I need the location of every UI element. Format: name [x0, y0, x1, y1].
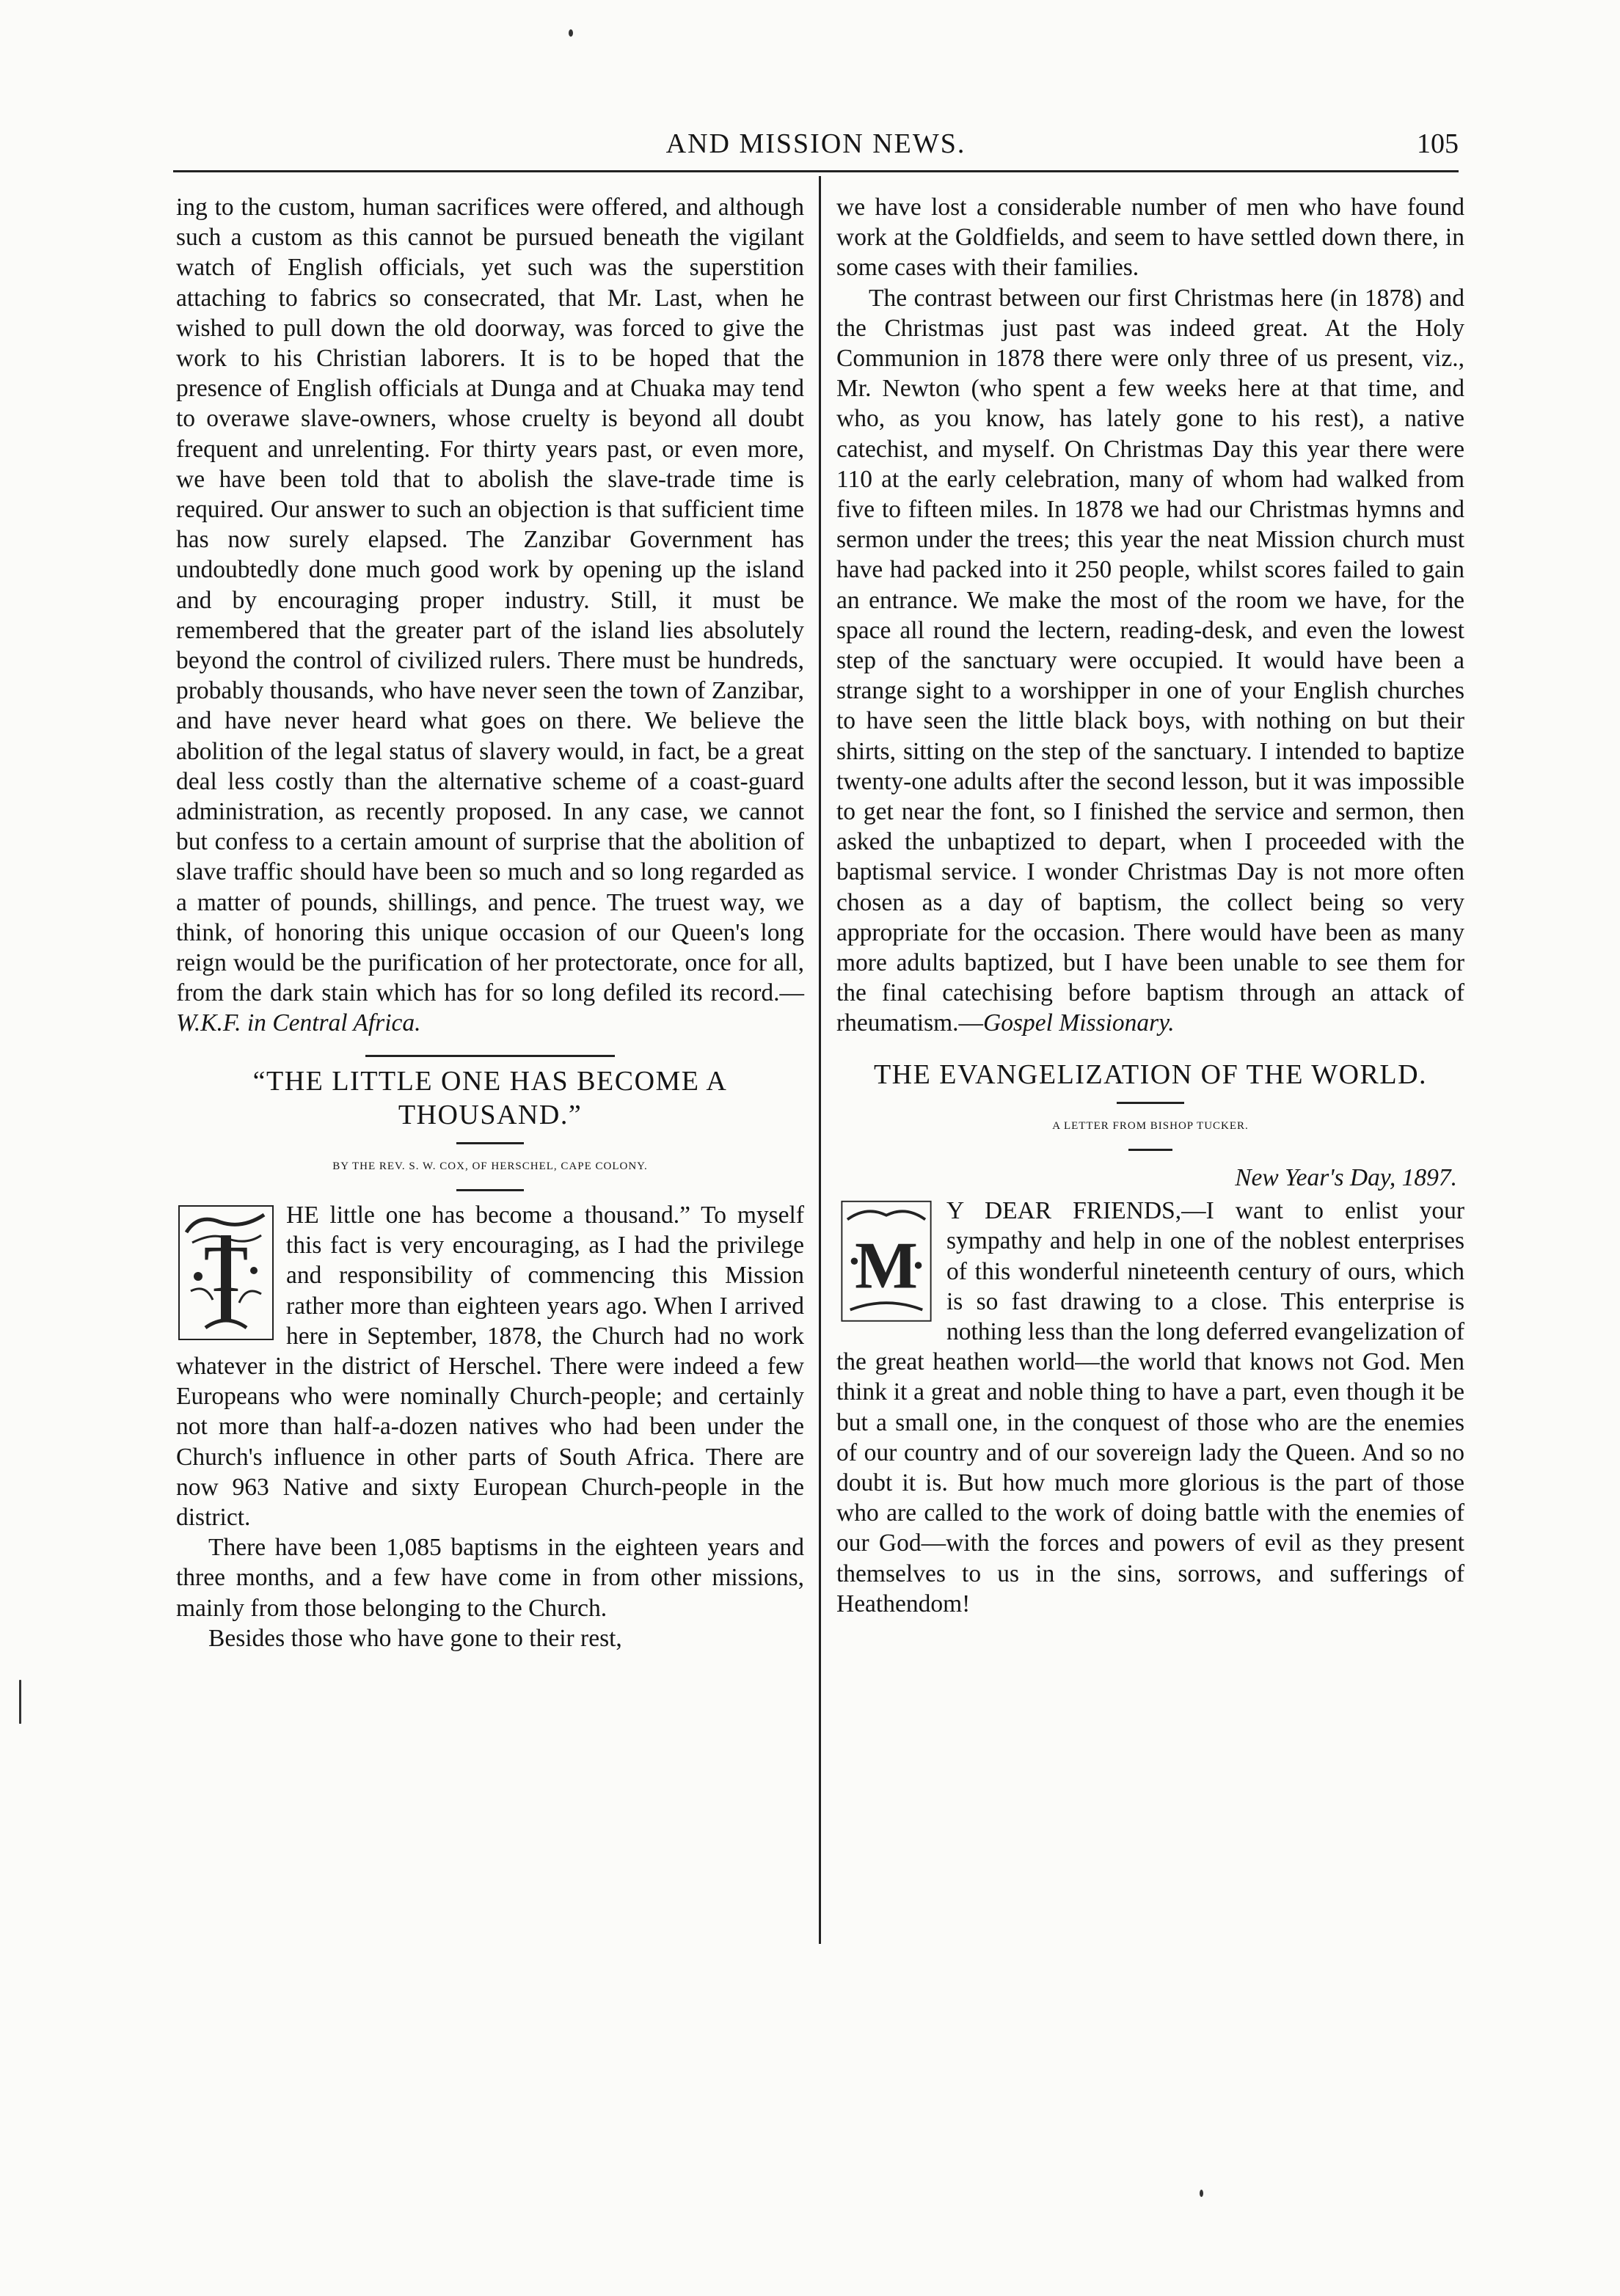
letter-dateline: New Year's Day, 1897.: [1235, 1163, 1457, 1191]
continued-source: W.K.F. in Central Africa.: [176, 1009, 421, 1037]
article-paragraph: There have been 1,085 baptisms in the eighteen years and three months, and a few have come in from other missions, mainly from those belonging to the Church.: [176, 1534, 804, 1622]
article-paragraph: [836, 283, 1464, 1039]
paragraph-source: Gospel Missionary.: [983, 1009, 1175, 1037]
dropcap-letter-t: T: [203, 1232, 249, 1306]
page-number: 105: [1417, 128, 1459, 159]
column-divider: [819, 176, 821, 1944]
print-speck: [569, 29, 573, 37]
article-paragraph: Besides those who have gone to their rest,: [208, 1624, 622, 1652]
article-byline-cox: BY THE REV. S. W. COX, OF HERSCHEL, CAPE COLONY.: [332, 1160, 648, 1172]
article-headline-little-one: “THE LITTLE ONE HAS BECOME A THOUSAND.”: [252, 1065, 728, 1130]
continued-text: ing to the custom, human sacrifices were offered, and although such a custom as this cannot be pursued beneath the vigilant watch of English officials, yet such was the superstition attaching to fabrics so consecrated, that Mr. Last, when he wished to pull down the old doorway, was forced to give the work to his Christian laborers. It is to be hoped that the presence of English officials at Dunga and at Chuaka may tend to overawe slave-owners, whose cruelty is beyond all doubt frequent and unrelenting. For thirty years past, or even more, we have been told that to abolish the slave-trade time is required. Our answer to such an objection is that sufficient time has now surely elapsed. The Zanzibar Government has undoubtedly done much good work by opening up the island and by encouraging proper industry. Still, it must be remembered that the greater part of the island lies absolutely beyond the control of civilized rulers. There must be hundreds, probably thousands, who have never seen the town of Zanzibar, and have never heard what goes on there. We believe the abolition of the legal status of slavery would, in fact, be a great deal less costly than the alternative scheme of a coast-guard administration, as recently proposed. In any case, we cannot but confess to a certain amount of surprise that the abolition of slave traffic should have been so much and so long regarded as a matter of pounds, shillings, and pence. The truest way, we think, of honoring this unique occasion of our Queen's long reign would be the purification of her protectorate, once for all, from the dark stain which has for so long defiled its record.—: [176, 194, 804, 1007]
article-paragraph: we have lost a considerable number of men who have found work at the Goldfields, and seem to have settled down there, in some cases with their families.: [836, 194, 1464, 282]
paragraph-text: The contrast between our first Christmas here (in 1878) and the Christmas just past was indeed great. At the Holy Communion in 1878 there were only three of us present, viz., Mr. Newton (who spent a few weeks here at that time, and who, as you know, has lately gone to his rest), a native catechist, and myself. On Christmas Day this year there were 110 at the early celebration, many of whom had walked from five to fifteen miles. In 1878 we had our Christmas hymns and sermon under the trees; this year the neat Mission church must have had packed into it 250 people, whilst scores failed to gain an entrance. We make the most of the room we have, for the space all round the lectern, reading-desk, and even the lowest step of the sanctuary were occupied. It would have been a strange sight to a worshipper in one of your English churches to have seen the little black boys, with nothing on but their shirts, sitting on the step of the sanctuary. I intended to baptize twenty-one adults after the second lesson, but it was impossible to get near the font, so I finished the service and sermon, then asked the unbaptized to depart, when I proceeded with the baptismal service. I wonder Christmas Day is not more often chosen as a day of baptism, the collect being so very appropriate for the occasion. There would have been as many more adults baptized, but I have been unable to see them for the final catechising before baptism through an attack of rheumatism.—: [836, 284, 1464, 1037]
header-rule: [173, 170, 1459, 172]
right-column: [836, 192, 1464, 1619]
ornamental-dropcap-m: [836, 1199, 936, 1331]
article-paragraph: Y DEAR FRIENDS,—I want to enlist your sympathy and help in one of the noblest enterprises of this wonderful nineteenth century of ours, which is so fast drawing to a close. This enterprise is nothing less than the long deferred evangelization of the great heathen world—the world that knows not God. Men think it a great and noble thing to have a part, even though it be but a small one, in the conquest of those who are the enemies of our country and of our sovereign lady the Queen. And so no doubt it is. But how much more glorious is the part of those who are called to the work of doing battle with the enemies of our God—with the forces and powers of evil as they present themselves to us in the sins, sorrows, and sufferings of Heathendom!: [836, 1197, 1464, 1617]
left-column: [176, 192, 804, 1653]
running-header: [173, 126, 1459, 166]
print-speck: [1200, 2190, 1203, 2197]
article-headline-evangelization: THE EVANGELIZATION OF THE WORLD.: [873, 1059, 1428, 1090]
ornamental-dropcap-t: [176, 1203, 276, 1342]
article-byline-tucker: A LETTER FROM BISHOP TUCKER.: [1052, 1119, 1249, 1132]
dropcap-letter-m: M: [855, 1228, 918, 1303]
continued-paragraph: [176, 192, 804, 1039]
running-title: AND MISSION NEWS.: [665, 128, 966, 159]
print-speck: [19, 1680, 21, 1724]
article-paragraph: HE little one has become a thousand.” To myself this fact is very encouraging, as I had the privilege and responsibility of commencing this Mission rather more than eighteen years ago. When I arrived here in September, 1878, the Church had no work whatever in the district of Herschel. There were indeed a few Europeans who were nominally Church-people; and certainly not more than half-a-dozen natives who had been under the Church's influence in other parts of South Africa. There are now 963 Native and sixty European Church-people in the district.: [176, 1201, 804, 1531]
